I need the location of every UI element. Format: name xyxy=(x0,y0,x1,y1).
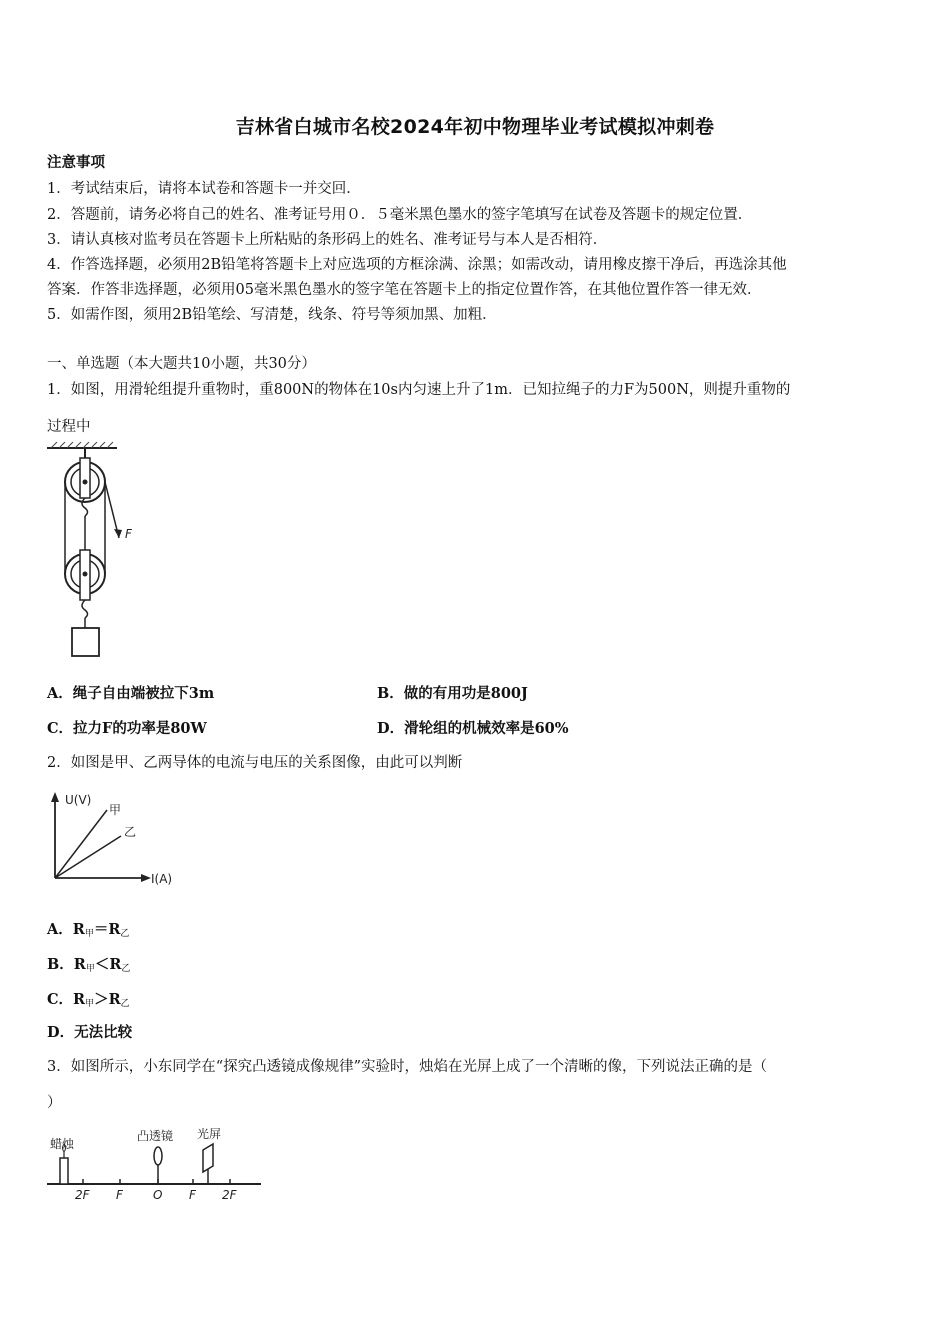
tick-label: F xyxy=(189,1188,196,1202)
q2-option-a: A．$R_甲=R_乙$ xyxy=(47,921,130,939)
jia-label: 甲 xyxy=(109,803,122,817)
notice-item: 1．考试结束后，请将本试卷和答题卡一并交回． xyxy=(47,181,361,197)
lens-bench-diagram xyxy=(45,1122,265,1204)
q3-stem-cont: ） xyxy=(47,1095,62,1111)
tick-label: 2F xyxy=(75,1188,90,1202)
tick-label: 2F xyxy=(222,1188,237,1202)
notice-item: 答案．作答非选择题，必须用05毫米黑色墨水的签字笔在答题卡上的指定位置作答，在其他位置作答一律无效． xyxy=(47,282,762,298)
q1-option-b: B．做的有用功是800J xyxy=(377,685,528,702)
q2-stem: 2．如图是甲、乙两导体的电流与电压的关系图像，由此可以判断 xyxy=(47,755,463,771)
q2-option-b: B．$R_甲<R_乙$ xyxy=(47,956,131,974)
q1-stem-cont: 过程中 xyxy=(47,419,91,435)
q1-option-a: A．绳子自由端被拉下3m xyxy=(47,685,215,702)
page-title: 吉林省白城市名校2024年初中物理毕业考试模拟冲刺卷 xyxy=(235,116,715,138)
section-heading: 一、单选题（本大题共10小题，共30分） xyxy=(47,356,316,372)
q1-option-c: C．拉力F的功率是80W xyxy=(47,720,207,737)
candle-label: 蜡烛 xyxy=(50,1137,75,1151)
notice-item: 2．答题前，请务必将自己的姓名、准考证号用０．５毫米黑色墨水的签字笔填写在试卷及答题卡的规定位置． xyxy=(47,207,753,223)
q1-option-d: D．滑轮组的机械效率是60% xyxy=(377,720,569,737)
notice-item: 3．请认真核对监考员在答题卡上所粘贴的条形码上的姓名、准考证号与本人是否相符． xyxy=(47,232,608,248)
q1-stem: 1．如图，用滑轮组提升重物时，重800N的物体在10s内匀速上升了1m．已知拉绳子的力F为500N，则提升重物的 xyxy=(47,382,791,398)
tick-label: F xyxy=(116,1188,123,1202)
notice-item: 4．作答选择题，必须用2B铅笔将答题卡上对应选项的方框涂满、涂黑；如需改动，请用橡皮擦干净后，再选涂其他 xyxy=(47,257,787,273)
notice-item: 5．如需作图，须用2B铅笔绘、写清楚，线条、符号等须加黑、加粗． xyxy=(47,307,497,323)
notice-heading: 注意事项 xyxy=(47,154,105,171)
line-jia xyxy=(55,810,107,878)
lens-label: 凸透镜 xyxy=(137,1129,174,1143)
pulley-diagram xyxy=(45,440,145,660)
screen-label: 光屏 xyxy=(197,1127,222,1141)
ui-graph xyxy=(45,788,185,888)
tick-label: O xyxy=(153,1188,163,1202)
yi-label: 乙 xyxy=(124,825,137,839)
q2-option-c: C．$R_甲>R_乙$ xyxy=(47,991,130,1009)
q3-stem: 3．如图所示，小东同学在“探究凸透镜成像规律”实验时，烛焰在光屏上成了一个清晰的像，下列说法正确的是（ xyxy=(47,1059,768,1075)
force-label: F xyxy=(125,527,132,541)
q2-option-d: D．无法比较 xyxy=(47,1024,133,1041)
y-axis-label: U(V) xyxy=(65,793,92,807)
line-yi xyxy=(55,836,121,878)
x-axis-label: I(A) xyxy=(151,872,173,886)
